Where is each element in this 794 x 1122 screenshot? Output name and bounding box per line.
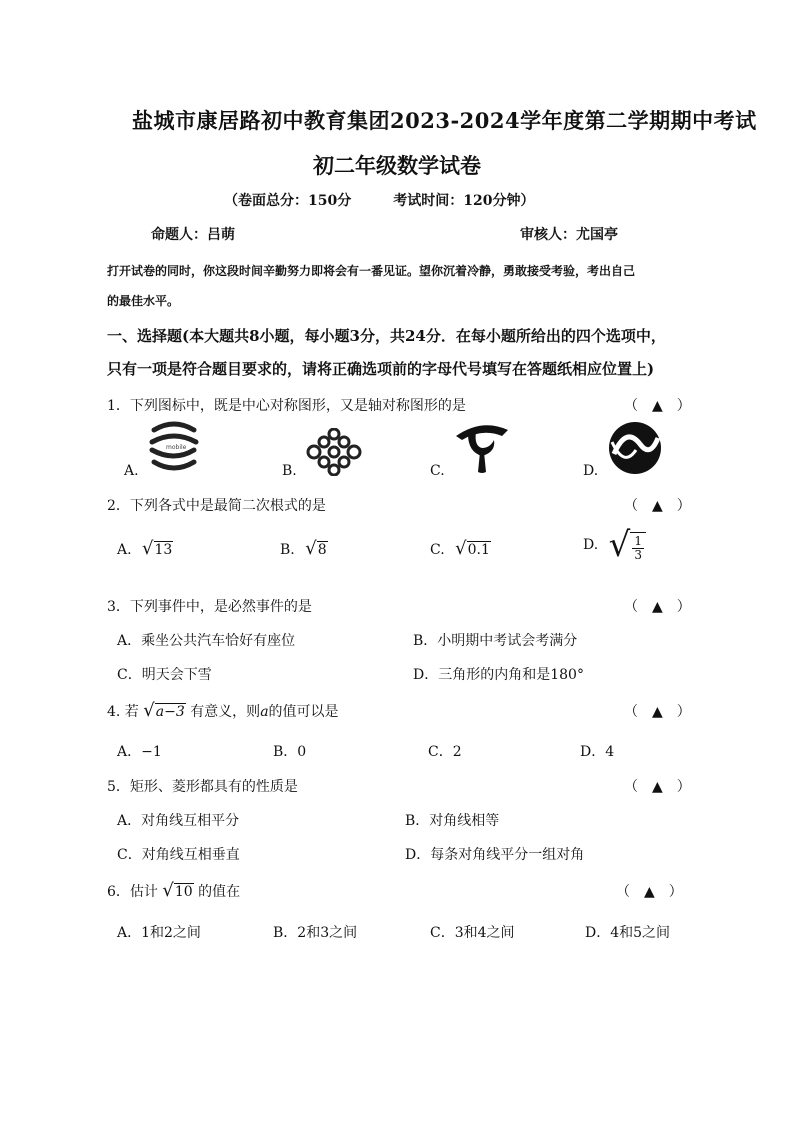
- q6-option-d: D．4和5之间: [585, 925, 671, 941]
- q6-option-b: B．2和3之间: [273, 925, 358, 941]
- q3-option-d: D．三角形的内角和是180°: [413, 667, 584, 683]
- stem-suffix: 的值在: [198, 884, 241, 900]
- numerator: 1: [634, 534, 642, 548]
- q2-option-b: [280, 540, 328, 558]
- radicand: 13: [154, 542, 173, 558]
- q3-option-a: A．乘坐公共汽车恰好有座位: [117, 633, 296, 649]
- q1-option-d-label: D.: [583, 463, 599, 479]
- sqrt-fraction-expression: √ $\frac{1}{3}$: [609, 528, 646, 562]
- answer-mark: （ ▲ ）: [624, 398, 691, 414]
- denominator: 3: [634, 548, 642, 562]
- q5-option-a: A．对角线互相平分: [117, 813, 240, 829]
- answer-mark: （ ▲ ）: [624, 704, 691, 720]
- answer-mark: （ ▲ ）: [624, 599, 691, 615]
- option-label: A.: [117, 542, 132, 558]
- q1-option-b-label: B.: [282, 463, 297, 479]
- q6-option-c: C．3和4之间: [430, 925, 515, 941]
- option-label: C.: [430, 542, 445, 558]
- sqrt-expression: √ 13: [142, 538, 173, 559]
- exam-subtitle: 初二年级数学试卷: [313, 153, 481, 178]
- question-4-stem: [107, 701, 339, 721]
- q6-option-a: A．1和2之间: [117, 925, 201, 941]
- section-heading-line2: 只有一项是符合题目要求的，请将正确选项前的字母代号填写在答题纸相应位置上): [107, 360, 655, 378]
- stem-prefix: 4. 若: [107, 704, 139, 720]
- q3-option-b: B．小明期中考试会考满分: [413, 633, 578, 649]
- svg-text:mobile: mobile: [166, 444, 187, 451]
- q1-option-c-label: C.: [430, 463, 445, 479]
- q2-option-c: [430, 540, 491, 558]
- sqrt-expression: √ 10: [162, 880, 193, 901]
- exam-title: 盐城市康居路初中教育集团2023-2024学年度第二学期期中考试: [132, 108, 757, 133]
- question-6-stem: [107, 881, 240, 901]
- variable: a: [260, 704, 269, 720]
- answer-mark: （ ▲ ）: [624, 779, 691, 795]
- section-heading-line1: 一、选择题(本大题共8小题，每小题3分，共24分．在每小题所给出的四个选项中，: [107, 327, 666, 345]
- q4-option-b: B．0: [273, 744, 307, 760]
- q5-option-d: D．每条对角线平分一组对角: [405, 847, 585, 863]
- q5-option-b: B．对角线相等: [405, 813, 500, 829]
- score-time-info: （卷面总分：150分 考试时间：120分钟）: [224, 193, 535, 209]
- sqrt-expression: √ 8: [305, 538, 327, 559]
- q4-option-a: A．−1: [117, 744, 162, 760]
- stem-prefix: 6．估计: [107, 884, 158, 900]
- question-5-stem: 5．矩形、菱形都具有的性质是: [107, 779, 298, 795]
- q2-option-a: [117, 540, 173, 558]
- answer-mark: （ ▲ ）: [616, 884, 683, 900]
- radicand: a−3: [155, 704, 185, 720]
- stem-mid: 有意义，则: [190, 704, 261, 720]
- radicand: 8: [317, 542, 327, 558]
- radicand: 10: [174, 884, 193, 900]
- intro-text-line1: 打开试卷的同时，你这段时间辛勤努力即将会有一番见证。望你沉着冷静，勇敢接受考验，考出自己: [107, 264, 636, 278]
- answer-mark: （ ▲ ）: [624, 498, 691, 514]
- option-label: B.: [280, 542, 295, 558]
- q4-option-c: C．2: [428, 744, 462, 760]
- radicand: 0.1: [467, 542, 490, 558]
- china-netcom-logo-icon: [606, 420, 664, 476]
- fraction: [630, 532, 646, 562]
- sqrt-expression: √ 0.1: [455, 538, 490, 559]
- q3-option-c: C．明天会下雪: [117, 667, 212, 683]
- option-label: D.: [583, 537, 599, 553]
- question-2-stem: 2．下列各式中是最简二次根式的是: [107, 498, 326, 514]
- reviewer-info: 审核人：尤国亭: [520, 227, 618, 243]
- q1-option-a-label: A.: [124, 463, 139, 479]
- question-3-stem: 3．下列事件中，是必然事件的是: [107, 599, 312, 615]
- intro-text-line2: 的最佳水平。: [107, 294, 180, 308]
- sqrt-expression: √ a−3: [143, 700, 185, 721]
- stem-suffix: 的值可以是: [268, 704, 339, 720]
- author-info: 命题人：吕萌: [151, 227, 235, 243]
- china-telecom-logo-icon: [454, 422, 510, 474]
- china-mobile-logo-icon: [146, 420, 202, 472]
- question-1-stem: 1．下列图标中，既是中心对称图形，又是轴对称图形的是: [107, 398, 466, 414]
- q4-option-d: D．4: [580, 744, 615, 760]
- q2-option-d: [583, 525, 646, 565]
- q5-option-c: C．对角线互相垂直: [117, 847, 240, 863]
- chinese-knot-icon: [306, 428, 362, 476]
